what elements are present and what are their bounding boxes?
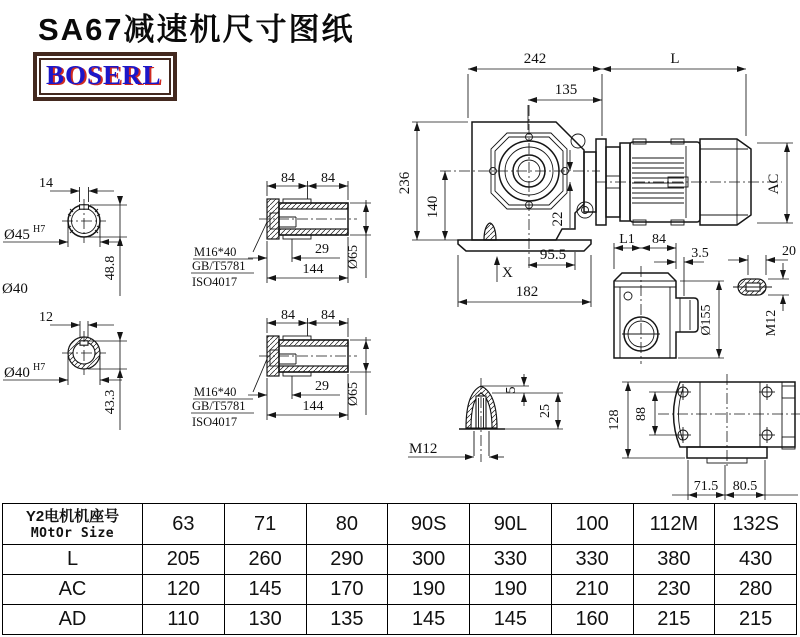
table-row-AD bbox=[3, 605, 797, 635]
motor-size-header-cell bbox=[3, 504, 143, 545]
value-cell: 190 bbox=[470, 575, 552, 605]
main-view bbox=[397, 51, 793, 307]
table-row-AC bbox=[3, 575, 797, 605]
motor-size-header-cn: Y2电机机座号 bbox=[25, 507, 120, 525]
logo-text: BOSERL bbox=[39, 58, 171, 95]
dim-84a-top: 84 bbox=[281, 171, 295, 186]
bolt-standard-gb: GB/T5781 bbox=[192, 259, 246, 273]
dim-84b-top: 84 bbox=[321, 171, 335, 186]
dim-95-5: 95.5 bbox=[539, 247, 567, 263]
dim-43-3: 43.3 bbox=[103, 389, 118, 415]
col-header-71: 71 bbox=[224, 504, 306, 545]
value-cell: 215 bbox=[715, 605, 797, 635]
dim-3-5: 3.5 bbox=[691, 246, 709, 261]
dim-84a-bottom: 84 bbox=[281, 308, 295, 323]
label-dia40: Ø40 bbox=[2, 281, 28, 297]
dim-dia40: Ø40 bbox=[4, 365, 30, 381]
dim-144-top: 144 bbox=[302, 262, 324, 277]
bolt-note-top bbox=[191, 222, 267, 289]
value-cell: 300 bbox=[388, 545, 470, 575]
dim-L: L bbox=[670, 51, 680, 67]
bolt-spec: M16*40 bbox=[194, 245, 237, 259]
dim-dia155: Ø155 bbox=[699, 304, 714, 336]
dim-144-bottom: 144 bbox=[302, 399, 324, 414]
dim-M12-side: M12 bbox=[764, 309, 779, 337]
value-cell: 330 bbox=[470, 545, 552, 575]
bore-detail-bottom bbox=[3, 310, 127, 430]
dim-L1: L1 bbox=[619, 232, 635, 247]
dim-128: 128 bbox=[607, 409, 622, 431]
dim-22: 22 bbox=[550, 211, 566, 227]
value-cell: 430 bbox=[715, 545, 797, 575]
value-cell: 135 bbox=[306, 605, 388, 635]
dim-25: 25 bbox=[538, 404, 553, 418]
value-cell: 205 bbox=[143, 545, 225, 575]
table-header-row bbox=[3, 504, 797, 545]
page-title: SA67减速机尺寸图纸 bbox=[38, 12, 355, 47]
dim-14: 14 bbox=[39, 176, 53, 191]
bolt-standard-iso: ISO4017 bbox=[192, 275, 238, 289]
bore-detail-top bbox=[3, 176, 127, 296]
motor-size-header-en: MOtOr Size bbox=[30, 525, 115, 541]
value-cell: 210 bbox=[551, 575, 633, 605]
dim-5: 5 bbox=[504, 386, 519, 394]
table-row-L bbox=[3, 545, 797, 575]
dim-88: 88 bbox=[634, 407, 649, 421]
col-header-112M: 112M bbox=[633, 504, 715, 545]
dim-29-top: 29 bbox=[315, 242, 329, 257]
dim-48-8: 48.8 bbox=[103, 255, 118, 281]
value-cell: 145 bbox=[388, 605, 470, 635]
value-cell: 145 bbox=[224, 575, 306, 605]
dim-dia45: Ø45 bbox=[4, 227, 30, 243]
value-cell: 330 bbox=[551, 545, 633, 575]
value-cell: 280 bbox=[715, 575, 797, 605]
dim-236: 236 bbox=[397, 171, 413, 195]
plug-detail bbox=[408, 374, 563, 462]
col-header-80: 80 bbox=[306, 504, 388, 545]
bolt-standard-gb: GB/T5781 bbox=[192, 399, 246, 413]
shaft-detail-bottom bbox=[248, 308, 371, 420]
dim-84b-bottom: 84 bbox=[321, 308, 335, 323]
value-cell: 230 bbox=[633, 575, 715, 605]
value-cell: 120 bbox=[143, 575, 225, 605]
bolt-spec: M16*40 bbox=[194, 385, 237, 399]
col-header-63: 63 bbox=[143, 504, 225, 545]
dim-dia65-bottom: Ø65 bbox=[346, 381, 361, 407]
dim-AC: AC bbox=[766, 173, 782, 195]
bolt-standard-iso: ISO4017 bbox=[192, 415, 238, 429]
dim-dia45-tol: H7 bbox=[33, 224, 46, 235]
value-cell: 145 bbox=[470, 605, 552, 635]
dim-242: 242 bbox=[523, 51, 547, 67]
value-cell: 380 bbox=[633, 545, 715, 575]
dim-M12-plug: M12 bbox=[409, 441, 438, 457]
dim-29-bottom: 29 bbox=[315, 379, 329, 394]
value-cell: 190 bbox=[388, 575, 470, 605]
row-label-AC: AC bbox=[3, 575, 143, 605]
value-cell: 110 bbox=[143, 605, 225, 635]
value-cell: 260 bbox=[224, 545, 306, 575]
value-cell: 290 bbox=[306, 545, 388, 575]
dim-140: 140 bbox=[425, 195, 441, 219]
value-cell: 160 bbox=[551, 605, 633, 635]
row-label-AD: AD bbox=[3, 605, 143, 635]
dim-X: X bbox=[502, 265, 513, 281]
dim-182: 182 bbox=[515, 284, 539, 300]
value-cell: 130 bbox=[224, 605, 306, 635]
dim-dia65-top: Ø65 bbox=[346, 244, 361, 270]
col-header-90S: 90S bbox=[388, 504, 470, 545]
shaft-detail-top bbox=[248, 171, 371, 283]
dim-12: 12 bbox=[39, 310, 53, 325]
col-header-132S: 132S bbox=[715, 504, 797, 545]
bolt-note-bottom bbox=[191, 359, 267, 429]
dim-135: 135 bbox=[554, 82, 578, 98]
value-cell: 215 bbox=[633, 605, 715, 635]
dim-80-5: 80.5 bbox=[732, 479, 758, 494]
bottom-view bbox=[607, 374, 800, 500]
value-cell: 170 bbox=[306, 575, 388, 605]
motor-dimension-table bbox=[2, 503, 797, 635]
col-header-90L: 90L bbox=[470, 504, 552, 545]
dim-71-5: 71.5 bbox=[693, 479, 719, 494]
dim-84-side: 84 bbox=[652, 232, 666, 247]
dim-20: 20 bbox=[782, 244, 796, 259]
dim-dia40-tol: H7 bbox=[33, 362, 46, 373]
row-label-L: L bbox=[3, 545, 143, 575]
side-view bbox=[614, 232, 796, 364]
col-header-100: 100 bbox=[551, 504, 633, 545]
